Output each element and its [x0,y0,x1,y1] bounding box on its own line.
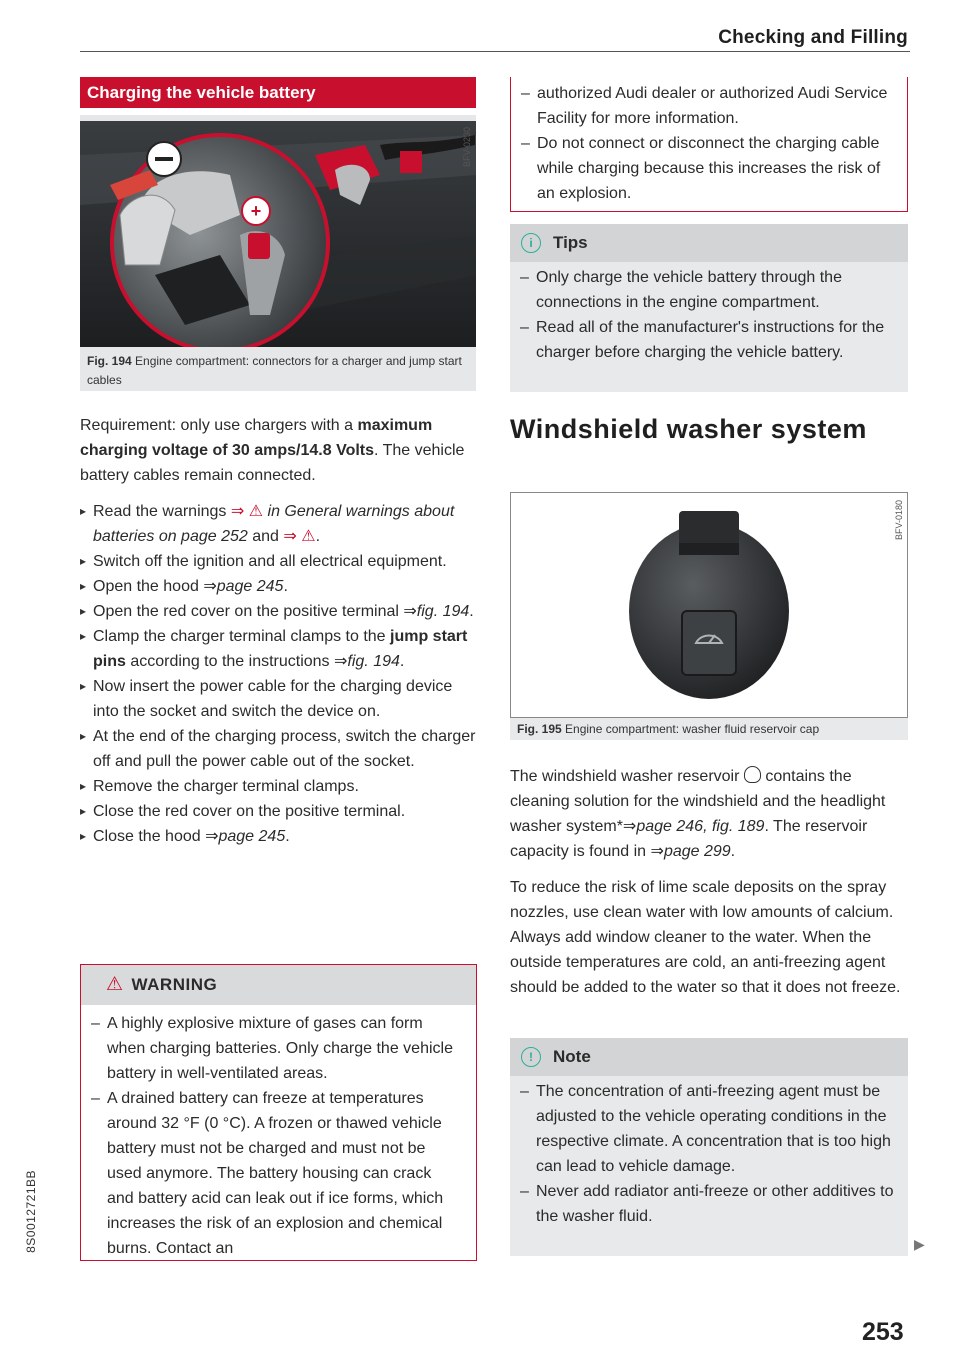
minus-icon [155,157,173,161]
figure-195-caption [510,718,908,740]
page-number: 253 [862,1318,904,1346]
step-read-warnings [80,499,478,549]
info-icon: i [521,233,541,253]
requirement-paragraph [80,413,480,488]
cross-reference-link[interactable]: ⇒page 299 [650,843,731,860]
figure-194 [80,115,476,391]
warning-list-continued [511,77,907,206]
step-text: and [247,528,284,545]
plus-icon: + [250,201,262,221]
paragraph-text: The windshield washer reservoir [510,768,744,785]
step-switch-off-ignition: ▸ Switch off the ignition and all electrical equipment. [80,549,478,574]
warning-item: – Do not connect or disconnect the charging cable while charging because this increases the risk of an explosion. [511,131,893,206]
tips-box [510,224,908,392]
figure-code: BFV-0230 [462,127,472,168]
step-insert-power-cable: ▸ Now insert the power cable for the charging device into the socket and switch the device on. [80,674,478,724]
step-text: . [399,653,405,670]
figure-code: BFV-0180 [894,500,904,541]
note-exclamation-icon: ! [521,1047,541,1067]
paragraph-text: . [730,843,736,860]
step-close-red-cover: ▸ Close the red cover on the positive terminal. [80,799,478,824]
figure-194-caption [87,352,469,390]
tips-title: Tips [553,233,588,252]
figure-195-frame [510,492,908,718]
step-text: Read the warnings [93,503,231,520]
note-item: – Never add radiator anti-freeze or other additives to the washer fluid. [510,1179,894,1229]
washer-paragraph-1 [510,764,910,864]
step-clamp-charger [80,624,478,674]
note-item: – The concentration of anti-freezing agent must be adjusted to the vehicle operating conditions in the respective climate. A concentration that is too high can lead to vehicle damage. [510,1079,894,1179]
step-open-red-cover [80,599,478,624]
tips-header [510,224,908,262]
cross-reference-link[interactable]: ⇒page 245 [205,828,286,845]
step-text: Open the red cover on the positive terminal [93,603,404,620]
paragraph-text: . The reservoir capacity is found in [510,818,868,860]
req-text: Requirement: only use chargers with a [80,417,358,434]
charging-steps [80,499,478,849]
warning-triangle-icon: ⚠ [301,528,316,545]
cross-reference-link[interactable]: ⇒fig. 194 [403,603,470,620]
running-header: Checking and Filling [718,27,908,48]
section-title-washer: Windshield washer system [510,414,867,444]
continue-arrow-icon: ▶ [914,1236,925,1252]
note-header [510,1038,908,1076]
step-text: . [315,528,321,545]
washer-paragraph-2: To reduce the risk of lime scale deposits on the spray nozzles, use clean water with low amounts of calcium. Always add window cleaner to the water. When the outside temperatures are cold, an anti-freezing agent should be added to the water so that it does not freeze. [510,879,901,996]
tip-item: – Only charge the vehicle battery through the connections in the engine compartment. [510,265,894,315]
warning-item: – A drained battery can freeze at temperatures around 32 °F (0 °C). A frozen or thawed vehicle battery must not be charged and must not be used anymore. The battery housing can crack and battery acid can leak out if ice forms, which increases the risk of an explosion and chemical burns. Contact an [81,1086,462,1261]
warning-box [80,964,477,1261]
step-text: Open the hood [93,578,204,595]
tip-item: – Read all of the manufacturer's instructions for the charger before charging the vehicle battery. [510,315,894,365]
warning-item: – A highly explosive mixture of gases can form when charging batteries. Only charge the vehicle battery in well-ventilated areas. [81,1011,462,1086]
figure-195 [510,492,908,742]
step-text: . [469,603,474,620]
arrow-right-icon: ⇒ [230,503,245,520]
req-text-end: . The vehicle battery cables remain connected. [80,442,465,484]
step-text: Clamp the charger terminal clamps to the [93,628,391,645]
step-text: . [283,578,288,595]
warning-triangle-icon: ⚠ [106,974,124,995]
note-title: Note [553,1047,591,1066]
cross-reference-link[interactable]: in General warnings about batteries on page 252 [93,503,455,545]
step-text: . [285,828,290,845]
step-text: Close the hood [93,828,206,845]
step-bold: jump start pins [93,628,468,670]
cross-reference-link[interactable]: ⇒page 246, fig. 189 [622,818,765,835]
section-title-charging: Charging the vehicle battery [80,77,476,108]
warning-item: – authorized Audi dealer or authorized Audi Service Facility for more information. [511,81,893,131]
caption-text: Engine compartment: connectors for a charger and jump start cables [87,354,462,387]
header-rule [80,51,910,52]
warning-title: WARNING [131,975,218,994]
paragraph-text: contains the cleaning solution for the windshield and the headlight washer system* [510,768,886,835]
step-close-hood [80,824,478,849]
caption-label: Fig. 195 [517,722,562,736]
step-remove-clamps: ▸ Remove the charger terminal clamps. [80,774,478,799]
cross-reference-link[interactable]: ⇒page 245 [203,578,284,595]
step-text: according to the instructions [125,653,334,670]
warning-triangle-icon: ⚠ [248,503,264,520]
tips-list [510,262,908,365]
arrow-right-icon: ⇒ [283,528,297,545]
note-box [510,1038,908,1256]
step-open-hood [80,574,478,599]
washer-reservoir-icon [744,766,761,783]
engine-compartment-illustration [80,115,476,347]
caption-text: Engine compartment: washer fluid reservoir cap [565,722,820,736]
cross-reference-link[interactable]: ⇒fig. 194 [334,653,400,670]
caption-label: Fig. 194 [87,354,132,368]
warning-list [81,1005,476,1261]
req-bold: maximum charging voltage of 30 amps/14.8 Volts [80,417,433,459]
washer-reservoir-cap-illustration [511,493,907,717]
note-list [510,1076,908,1229]
document-code: 8S0012721BB [24,1170,38,1253]
warning-header [81,965,476,1005]
warning-box-continued [510,77,908,212]
step-end-charging: ▸ At the end of the charging process, switch the charger off and pull the power cable out of the socket. [80,724,478,774]
